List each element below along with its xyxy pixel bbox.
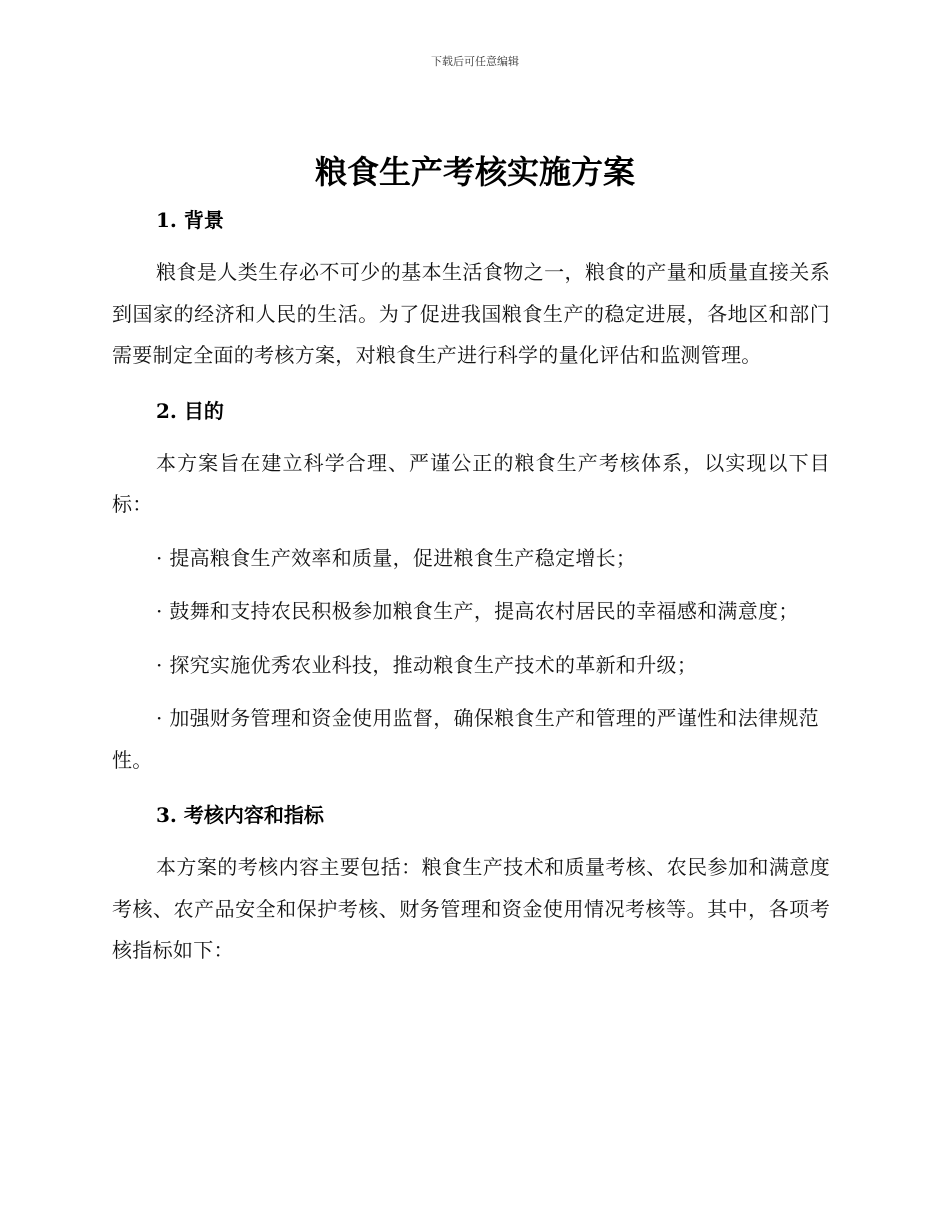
purpose-intro-paragraph: 本方案旨在建立科学合理、严谨公正的粮食生产考核体系，以实现以下目标： — [112, 450, 830, 516]
section-heading-assessment-content: 3. 考核内容和指标 — [156, 803, 324, 827]
purpose-bullet-item: · 鼓舞和支持农民积极参加粮食生产，提高农村居民的幸福感和满意度； — [156, 599, 799, 623]
page-header-note: 下载后可任意编辑 — [431, 55, 519, 68]
purpose-bullet-item: · 探究实施优秀农业科技，推动粮食生产技术的革新和升级； — [156, 652, 698, 677]
section-heading-purpose: 2. 目的 — [156, 398, 224, 423]
purpose-bullet-item: · 提高粮食生产效率和质量，促进粮食生产稳定增长； — [156, 545, 637, 570]
section-heading-background: 1. 背景 — [156, 208, 224, 232]
background-paragraph: 粮食是人类生存必不可少的基本生活食物之一，粮食的产量和质量直接关系到国家的经济和人民的生活。为了促进我国粮食生产的稳定进展，各地区和部门需要制定全面的考核方案，对粮食生产进行科学的量化评估和监测管理。 — [112, 260, 830, 367]
document-title: 粮食生产考核实施方案 — [314, 153, 635, 191]
purpose-bullet-item: · 加强财务管理和资金使用监督，确保粮食生产和管理的严谨性和法律规范性。 — [112, 706, 819, 772]
document-body — [112, 200, 830, 972]
assessment-content-paragraph: 本方案的考核内容主要包括：粮食生产技术和质量考核、农民参加和满意度考核、农产品安全和保护考核、财务管理和资金使用情况考核等。其中，各项考核指标如下： — [112, 855, 830, 962]
